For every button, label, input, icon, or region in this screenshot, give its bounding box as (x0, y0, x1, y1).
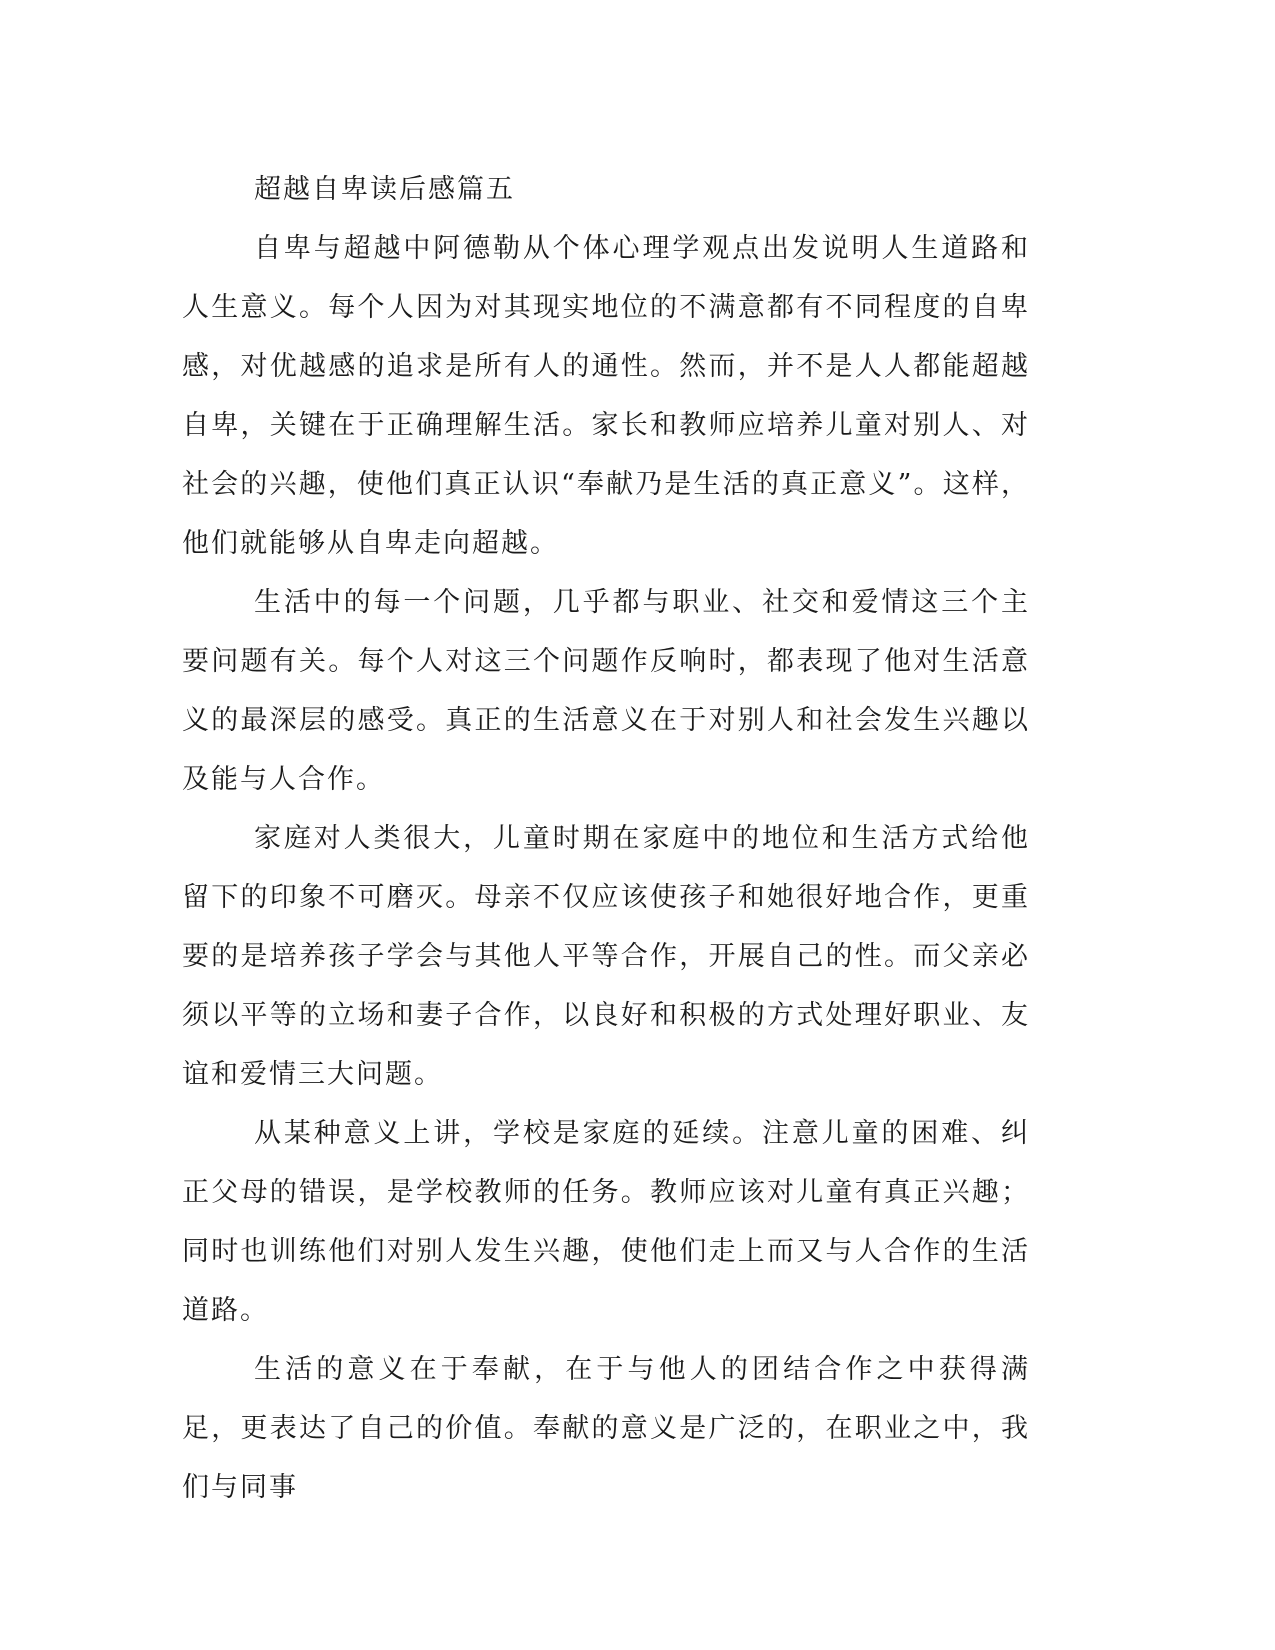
paragraph: 自卑与超越中阿德勒从个体心理学观点出发说明人生道路和人生意义。每个人因为对其现实地位的不满意都有不同程度的自卑感，对优越感的追求是所有人的通性。然而，并不是人人都能超越自卑，关键在于正确理解生活。家长和教师应培养儿童对别人、对社会的兴趣，使他们真正认识“奉献乃是生活的真正意义”。这样，他们就能够从自卑走向超越。 (182, 233, 1030, 559)
document-title: 超越自卑读后感篇五 (254, 174, 515, 205)
paragraph: 生活中的每一个问题，几乎都与职业、社交和爱情这三个主要问题有关。每个人对这三个问题作反响时，都表现了他对生活意义的最深层的感受。真正的生活意义在于对别人和社会发生兴趣以及能与人合作。 (182, 587, 1030, 795)
paragraph: 生活的意义在于奉献，在于与他人的团结合作之中获得满足，更表达了自己的价值。奉献的意义是广泛的，在职业之中，我们与同事 (182, 1354, 1030, 1503)
paragraph: 家庭对人类很大，儿童时期在家庭中的地位和生活方式给他留下的印象不可磨灭。母亲不仅应该使孩子和她很好地合作，更重要的是培养孩子学会与其他人平等合作，开展自己的性。而父亲必须以平等的立场和妻子合作，以良好和积极的方式处理好职业、友谊和爱情三大问题。 (182, 823, 1030, 1090)
paragraph: 从某种意义上讲，学校是家庭的延续。注意儿童的困难、纠正父母的错误，是学校教师的任务。教师应该对儿童有真正兴趣；同时也训练他们对别人发生兴趣，使他们走上而又与人合作的生活道路。 (182, 1118, 1030, 1326)
document-body (182, 160, 1030, 1517)
